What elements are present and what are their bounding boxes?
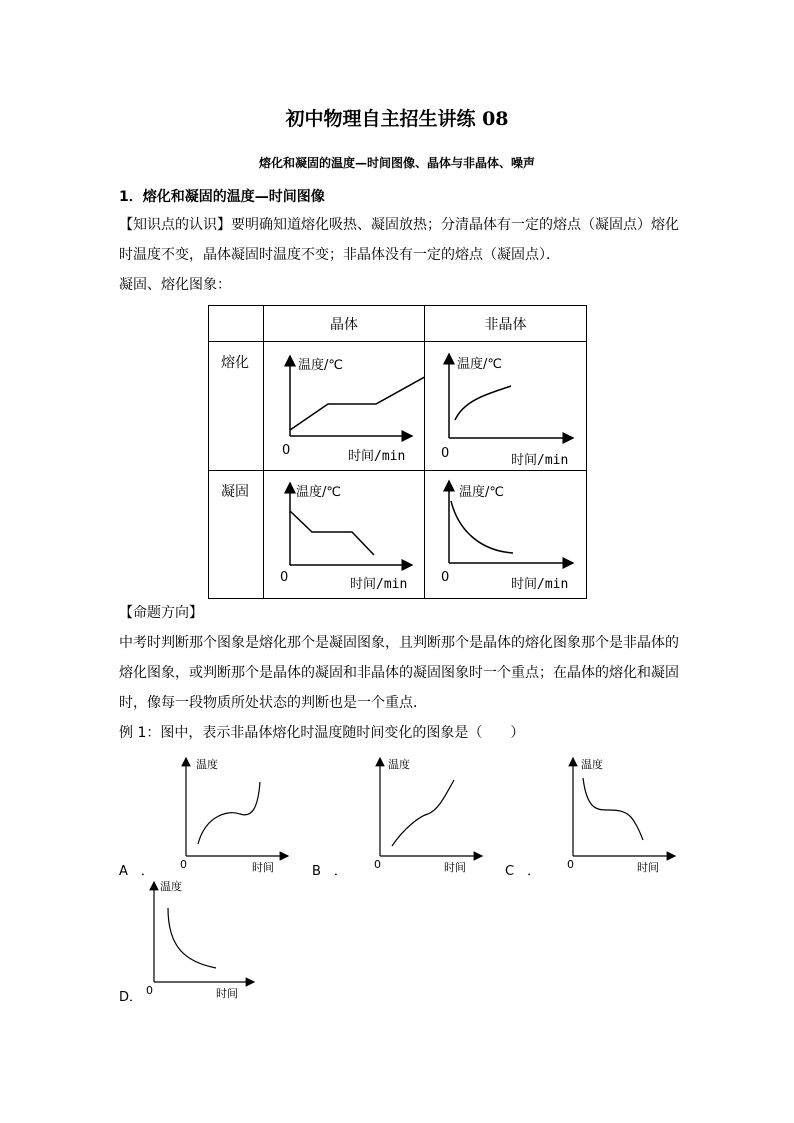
origin-label: 0 [146, 984, 153, 997]
y-axis-label: 温度 [581, 758, 603, 771]
x-axis-label: 时间 [216, 987, 238, 1000]
graph-crystal-solidifying [264, 471, 425, 599]
origin-label: 0 [441, 446, 450, 461]
amorphous-melting-curve [455, 386, 511, 420]
option-a-curve [198, 782, 260, 844]
direction-paragraph [119, 598, 679, 748]
y-axis-label: 温度 [388, 758, 410, 771]
crystal-solidifying-curve [290, 511, 374, 555]
knowledge-line-2: 时温度不变，晶体凝固时温度不变；非晶体没有一定的熔点（凝固点）． [119, 247, 560, 263]
graph-crystal-melting [264, 342, 425, 471]
table-corner-cell [209, 306, 264, 342]
row-label-melt: 熔化 [209, 342, 264, 471]
option-d-label[interactable]: D． [119, 990, 143, 1005]
origin-label: 0 [280, 570, 289, 585]
x-axis-label: 时间/min [350, 577, 408, 592]
option-d-graph[interactable] [138, 876, 263, 1000]
y-axis-label: 温度/℃ [298, 358, 343, 373]
y-axis-label: 温度 [196, 758, 218, 771]
direction-line-2: 熔化图象，或判断那个是晶体的凝固和非晶体的凝固图象时一个重点；在晶体的熔化和凝固 [119, 665, 679, 681]
page-title: 初中物理自主招生讲练 08 [285, 108, 509, 130]
option-a-label[interactable]: A ． [119, 864, 154, 879]
origin-label: 0 [441, 570, 450, 585]
origin-label: 0 [282, 443, 291, 458]
origin-label: 0 [180, 858, 187, 871]
x-axis-label: 时间/min [511, 577, 569, 592]
example-1-question: 例 1：图中，表示非晶体熔化时温度随时间变化的图象是（ ） [119, 725, 525, 741]
option-c-label[interactable]: C ． [505, 864, 541, 879]
x-axis-label: 时间 [252, 861, 274, 874]
crystal-melting-curve [290, 374, 424, 430]
amorphous-solidifying-curve [451, 501, 513, 553]
header-amorphous: 非晶体 [425, 306, 587, 342]
option-c-curve [583, 778, 643, 840]
header-crystal: 晶体 [264, 306, 425, 342]
y-axis-label: 温度/℃ [296, 485, 341, 500]
page-subtitle: 熔化和凝固的温度—时间图像、晶体与非晶体、噪声 [258, 156, 535, 170]
x-axis-label: 时间 [637, 861, 659, 874]
y-axis-label: 温度/℃ [459, 485, 504, 500]
x-axis-label: 时间/min [511, 453, 569, 468]
row-label-solidify: 凝固 [209, 471, 264, 599]
graph-amorphous-melting [425, 342, 587, 471]
origin-label: 0 [567, 858, 574, 871]
y-axis-label: 温度 [160, 880, 182, 893]
melting-solidifying-table [208, 305, 587, 599]
knowledge-line-1: 【知识点的认识】要明确知道熔化吸热、凝固放热；分清晶体有一定的熔点（凝固点）熔化 [119, 217, 679, 233]
direction-line-1: 中考时判断那个图象是熔化那个是凝固图象，且判断那个是晶体的熔化图象那个是非晶体的 [119, 635, 679, 651]
option-c-graph[interactable] [557, 752, 682, 874]
option-b-graph[interactable] [364, 752, 489, 874]
graphs-intro: 凝固、熔化图象： [119, 277, 231, 293]
x-axis-label: 时间/min [348, 449, 406, 464]
graph-amorphous-solidifying [425, 471, 587, 599]
direction-line-3: 时，像每一段物质所处状态的判断也是一个重点． [119, 695, 427, 711]
x-axis-label: 时间 [444, 861, 466, 874]
knowledge-paragraph [119, 210, 679, 300]
option-d-curve [168, 908, 216, 968]
origin-label: 0 [374, 858, 381, 871]
option-b-label[interactable]: B ． [312, 864, 347, 879]
section-heading: 1．熔化和凝固的温度—时间图像 [119, 189, 325, 205]
direction-heading: 【命题方向】 [119, 605, 203, 621]
option-b-curve [392, 780, 454, 846]
y-axis-label: 温度/℃ [457, 357, 502, 372]
option-a-graph[interactable] [170, 752, 295, 874]
